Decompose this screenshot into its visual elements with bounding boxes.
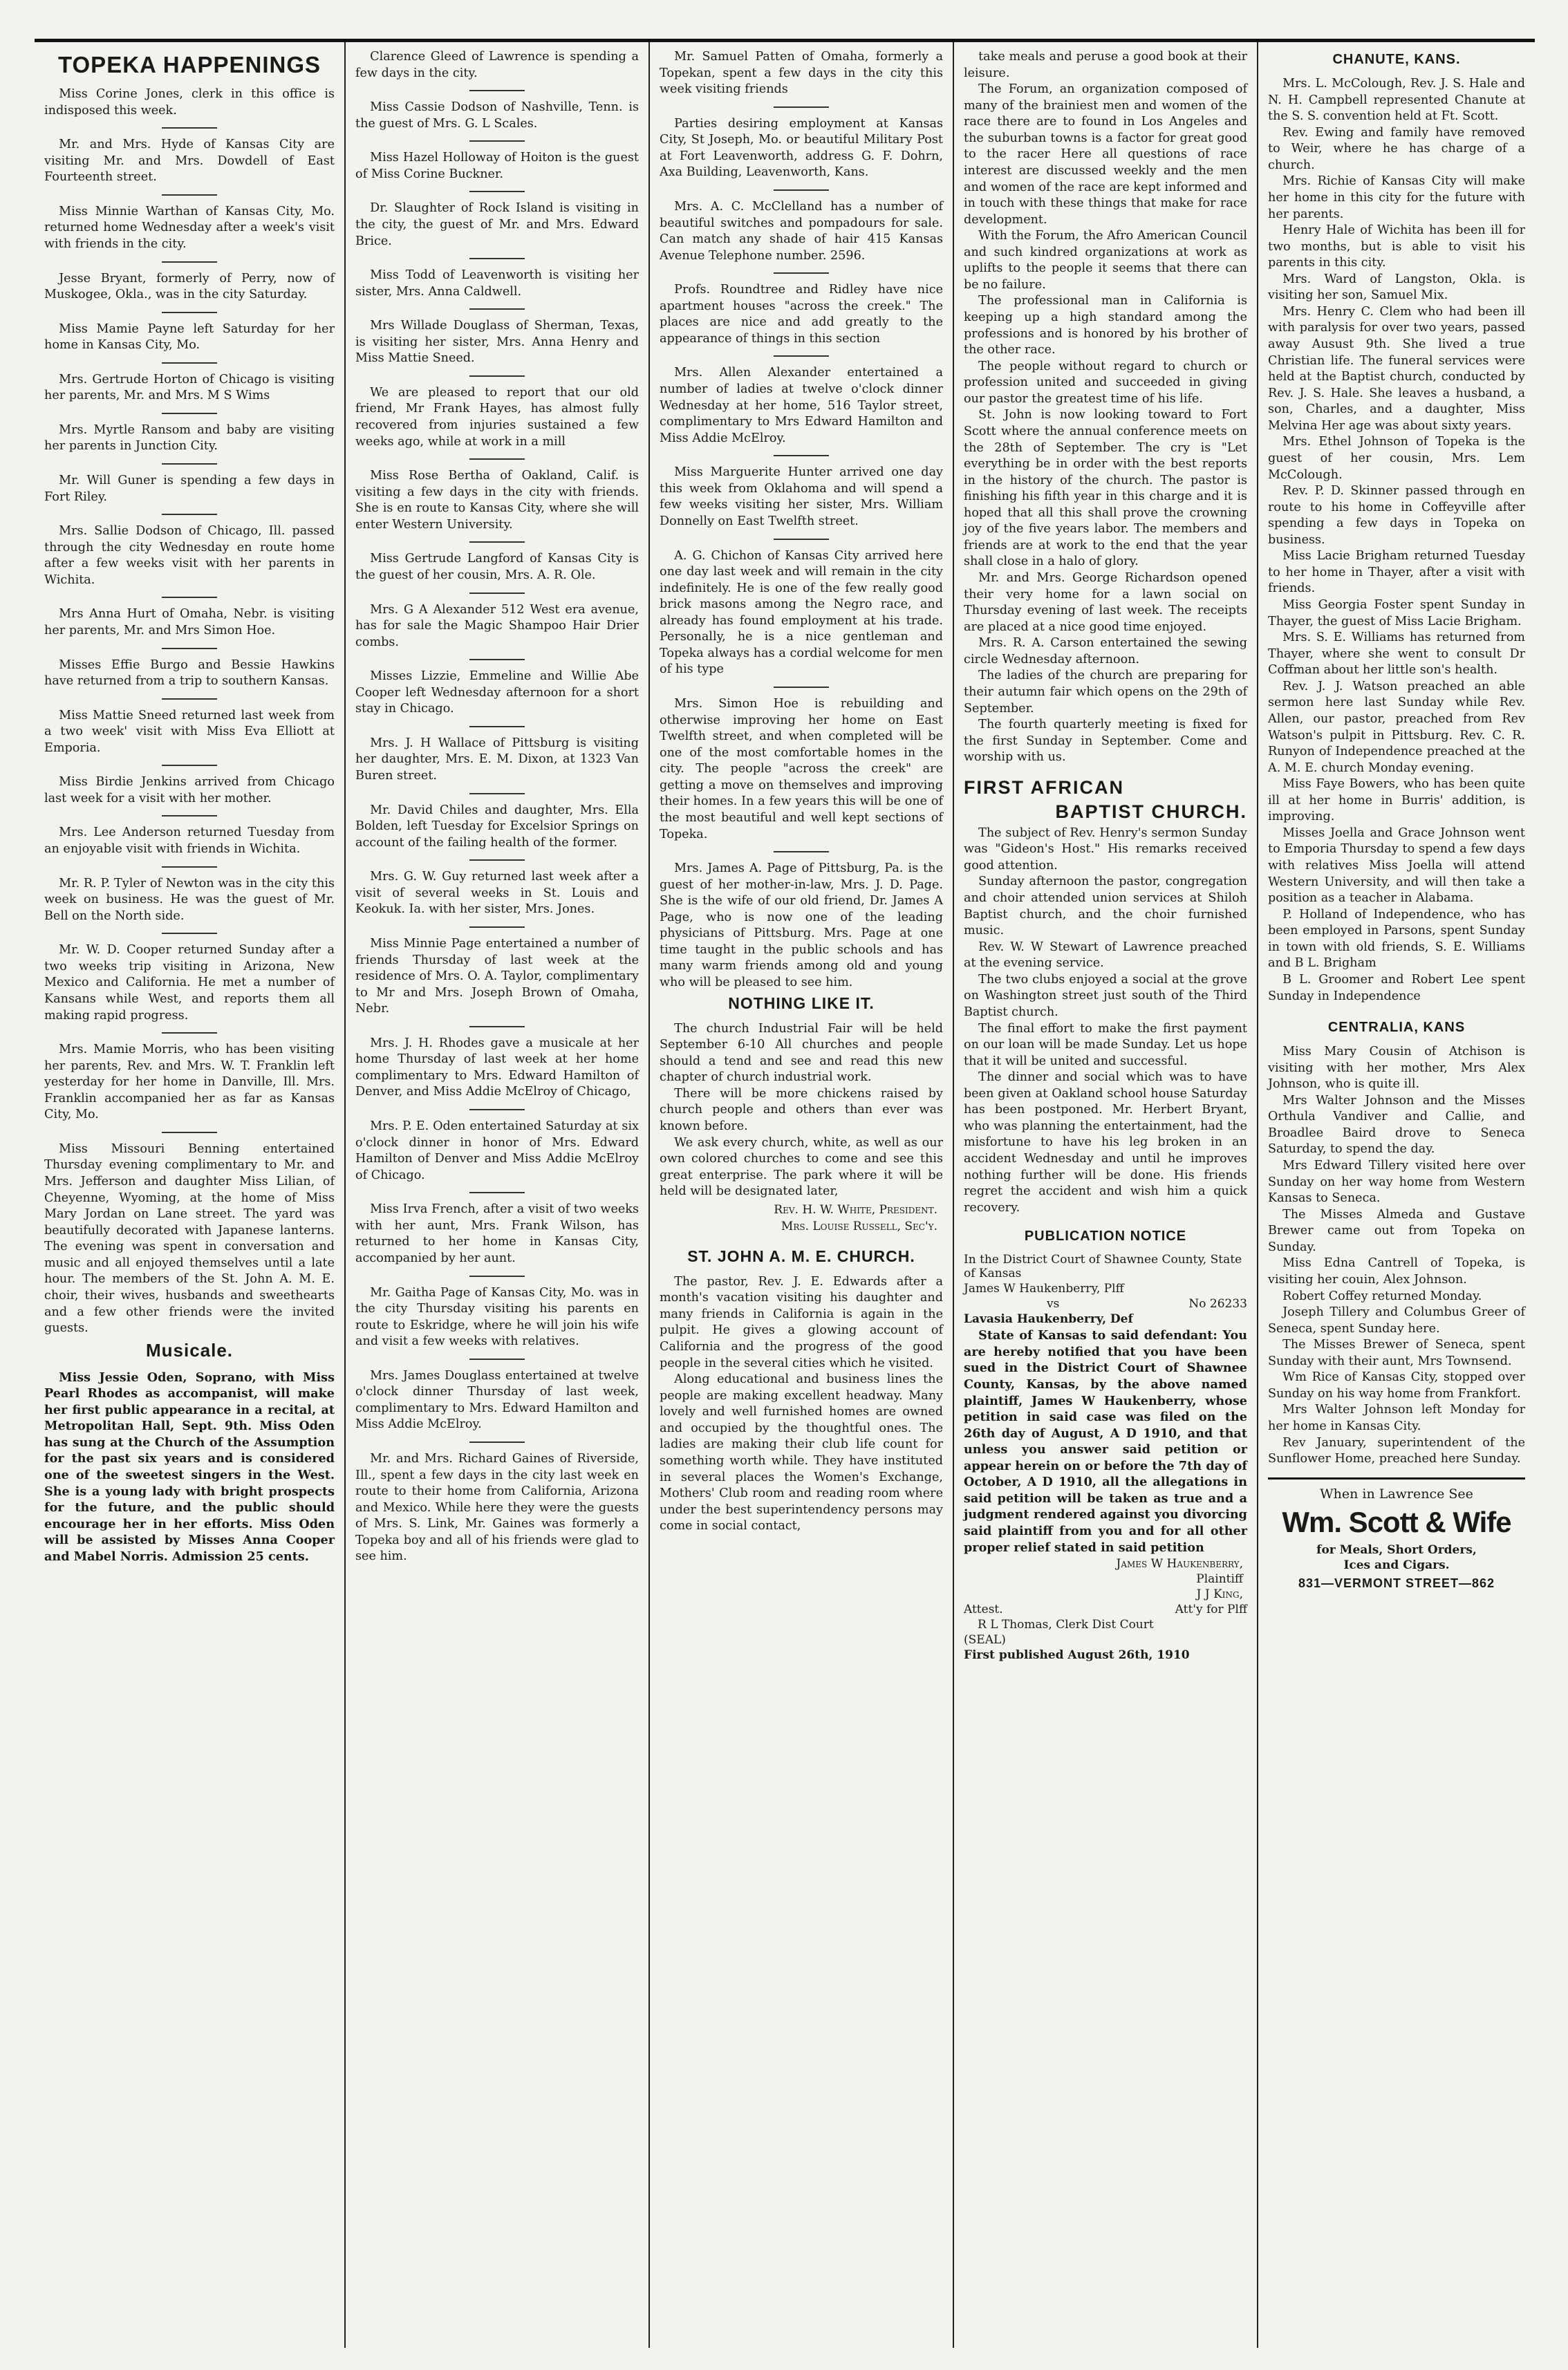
item-separator bbox=[469, 191, 525, 192]
notice-body: State of Kansas to said defendant: You are hereby notified that you have been sued in the District Court of Shawnee County, Kansas, by the above named plaintiff, James W Haukenberry, whose petition in said case was filed on the 26th day of August, A D 1910, and that unless you answer said petition or appear herein on or before the 7th day of October, A D 1910, all the allegations in said petition will be taken as true and a judgment rendered against you divorcing said plaintiff from you and for all other proper relief stated in said petition bbox=[964, 1328, 1247, 1555]
item-separator bbox=[162, 815, 217, 817]
news-item: Miss Minnie Page entertained a number of friends Thursday of last week at the residence of Mrs. O. A. Taylor, complimentary to Mr and Mrs. Joseph Brown of Omaha, Nebr. bbox=[355, 936, 639, 1016]
ad-business-name: Wm. Scott & Wife bbox=[1282, 1505, 1511, 1538]
baptist-items bbox=[964, 825, 1247, 1217]
section-header-centralia: CENTRALIA, KANS bbox=[1327, 1020, 1466, 1036]
news-item: The subject of Rev. Henry's sermon Sunday was "Gideon's Host." His remarks received good attention. bbox=[964, 825, 1247, 873]
news-item: Mrs. A. C. McClelland has a number of beautiful switches and pompadours for sale. Can match any shade of hair 415 Kansas Avenue Telephone number. 2596. bbox=[660, 199, 943, 263]
item-separator bbox=[162, 597, 217, 598]
news-item: Miss Mamie Payne left Saturday for her home in Kansas City, Mo. bbox=[44, 321, 335, 353]
item-separator bbox=[774, 687, 829, 688]
item-separator bbox=[469, 1359, 525, 1360]
item-separator bbox=[162, 362, 217, 364]
section-header-chanute: CHANUTE, KANS. bbox=[1332, 52, 1461, 67]
social-items bbox=[355, 49, 639, 1565]
news-item: Rev. W. W Stewart of Lawrence preached at the evening service. bbox=[964, 940, 1247, 971]
item-separator bbox=[162, 312, 217, 313]
item-separator bbox=[774, 106, 829, 108]
item-separator bbox=[469, 458, 525, 460]
topeka-items bbox=[44, 86, 335, 1337]
news-item: Mrs. Myrtle Ransom and baby are visiting her parents in Junction City. bbox=[44, 422, 335, 454]
notice-attest: Attest. bbox=[964, 1603, 1003, 1617]
news-item: Mrs. Ward of Langston, Okla. is visiting her son, Samuel Mix. bbox=[1268, 272, 1525, 303]
news-item: Rev. P. D. Skinner passed through en route to his home in Coffeyville after spending a few days in Topeka on business. bbox=[1268, 484, 1525, 547]
item-separator bbox=[469, 541, 525, 543]
news-item: Mrs. Simon Hoe is rebuilding and otherwise improving her home on East Twelfth street, and when completed will be one of the most comfortable homes in the city. The people "across the creek" are getting a move on themselves and improving their homes. In a few years this will be one of the most beautiful and well kept sections of Topeka. bbox=[660, 697, 943, 841]
item-separator bbox=[774, 355, 829, 357]
news-item: Misses Lizzie, Emmeline and Willie Abe Cooper left Wednesday afternoon for a short stay in Chicago. bbox=[355, 669, 639, 716]
news-item: Miss Irva French, after a visit of two weeks with her aunt, Mrs. Frank Wilson, has returned to her home in Kansas City, accompanied by her aunt. bbox=[355, 1202, 639, 1265]
notice-vs: vs bbox=[1047, 1297, 1060, 1312]
news-item: Miss Gertrude Langford of Kansas City is the guest of her cousin, Mrs. A. R. Ole. bbox=[355, 552, 639, 582]
news-item: Mrs. G A Alexander 512 West era avenue, has for sale the Magic Shampoo Hair Drier combs. bbox=[355, 602, 639, 649]
news-item: The Misses Almeda and Gustave Brewer came out from Topeka on Sunday. bbox=[1268, 1207, 1525, 1254]
news-item: Wm Rice of Kansas City, stopped over Sunday on his way home from Frankfort. bbox=[1268, 1370, 1525, 1401]
section-header-st-john: ST. JOHN A. M. E. CHURCH. bbox=[687, 1247, 915, 1265]
item-separator bbox=[162, 261, 217, 263]
news-item: The professional man in California is keeping up a high standard among the professions and is honored by his brother of the other race. bbox=[964, 294, 1247, 357]
item-separator bbox=[162, 933, 217, 934]
item-separator bbox=[162, 194, 217, 196]
news-item: Mrs. Sallie Dodson of Chicago, Ill. passed through the city Wednesday en route home after a few weeks visit with her parents in Wichita. bbox=[44, 524, 335, 587]
item-separator bbox=[469, 1109, 525, 1110]
news-item: The ladies of the church are preparing for their autumn fair which opens on the 29th of September. bbox=[964, 669, 1247, 716]
news-item: Mrs. James A. Page of Pittsburg, Pa. is the guest of her mother-in-law, Mrs. J. D. Page. She is the wife of our old friend, Dr. James A Page, who is now one of the leading physicians of Pittsburg. Mrs. Page at one time taught in the public schools and has many warm friends among old and young who will be pleased to see him. bbox=[660, 861, 943, 989]
item-separator bbox=[469, 592, 525, 594]
item-separator bbox=[469, 375, 525, 377]
notice-seal: (SEAL) bbox=[964, 1633, 1006, 1648]
news-item: Mr. David Chiles and daughter, Mrs. Ella Bolden, left Tuesday for Excelsior Springs on account of the failing health of the former. bbox=[355, 803, 639, 850]
news-item: Mrs. L. McColough, Rev. J. S. Hale and N. H. Campbell represented Chanute at the S. S. convention held at Ft. Scott. bbox=[1268, 77, 1525, 124]
news-item: Miss Lacie Brigham returned Tuesday to her home in Thayer, after a visit with friends. bbox=[1268, 549, 1525, 596]
news-item: Mrs Walter Johnson left Monday for her home in Kansas City. bbox=[1268, 1403, 1525, 1433]
news-item: The fourth quarterly meeting is fixed for the first Sunday in September. Come and worship with us. bbox=[964, 718, 1247, 765]
item-separator bbox=[469, 726, 525, 727]
notice-attorney: J J King, bbox=[1196, 1587, 1243, 1602]
news-item: P. Holland of Independence, who has been employed in Parsons, spent Sunday in town with old friends, S. E. Williams and B L. Brigham bbox=[1268, 907, 1525, 971]
news-item: Mrs. Henry C. Clem who had been ill with paralysis for over two years, passed away Ausust 9th. She lived a true Christian life. The funeral services were held at the Baptist church, conducted by Rev. J. S. Hale. She leaves a husband, a son, Charles, and a daughter, Miss Melvina Her age was about sixty years. bbox=[1268, 304, 1525, 433]
notice-court-line: In the District Court of Shawnee County, State of Kansas bbox=[964, 1253, 1242, 1281]
news-item: Mrs Walter Johnson and the Misses Orthula Vandiver and Callie, and Broadlee Baird drove to Seneca Saturday, to spend the day. bbox=[1268, 1093, 1525, 1157]
news-item: Miss Cassie Dodson of Nashville, Tenn. is the guest of Mrs. G. L Scales. bbox=[355, 100, 639, 131]
notice-vs-row bbox=[964, 1297, 1247, 1311]
news-item: Mrs. James Douglass entertained at twelve o'clock dinner Thursday of last week, complimentary to Mrs. Edward Hamilton and Miss Addie McElroy. bbox=[355, 1368, 639, 1432]
news-item: Dr. Slaughter of Rock Island is visiting in the city, the guest of Mr. and Mrs. Edward Brice. bbox=[355, 201, 639, 248]
item-separator bbox=[162, 1032, 217, 1034]
news-item: Mr. and Mrs. Richard Gaines of Riverside, Ill., spent a few days in the city last week en route to their home from California, Arizona and Mexico. While here they were the guests of Mrs. S. Link, Mr. Gaines was formerly a Topeka boy and all of his friends were glad to see him. bbox=[355, 1452, 639, 1564]
news-item: Miss Mattie Sneed returned last week from a two week' visit with Miss Eva Elliott at Emporia. bbox=[44, 708, 335, 755]
section-header-nothing-like-it: NOTHING LIKE IT. bbox=[728, 993, 875, 1012]
news-item: We are pleased to report that our old friend, Mr Frank Hayes, has almost fully recovered from injuries sustained a few weeks ago, while at work in a mill bbox=[355, 385, 639, 449]
item-separator bbox=[469, 793, 525, 794]
news-item: Profs. Roundtree and Ridley have nice apartment houses "across the creek." The places are nice and add greatly to the appearance of things in this section bbox=[660, 283, 943, 346]
item-separator bbox=[774, 272, 829, 274]
item-separator bbox=[774, 539, 829, 540]
news-item: The Misses Brewer of Seneca, spent Sunday with their aunt, Mrs Townsend. bbox=[1268, 1338, 1525, 1368]
news-item: Mrs. Mamie Morris, who has been visiting her parents, Rev. and Mrs. W. T. Franklin left yesterday for her home in Danville, Ill. Mrs. Franklin accompanied her as far as Kansas City, Mo. bbox=[44, 1043, 335, 1122]
news-item: Jesse Bryant, formerly of Perry, now of Muskogee, Okla., was in the city Saturday. bbox=[44, 271, 335, 302]
notice-attest-row bbox=[964, 1603, 1247, 1616]
news-item: The final effort to make the first payment on our loan will be made Sunday. Let us hope that it will be united and successful. bbox=[964, 1021, 1247, 1068]
item-separator bbox=[469, 140, 525, 142]
news-item: Along educational and business lines the people are making excellent headway. Many lovely and well furnished homes are owned and occupied by the thoughtful ones. The ladies are making their club life count for something worth while. They have instituted in several places the Women's Exchange, Mothers' Club room and reading room where under the best superintendency persons may come in social contact, bbox=[660, 1372, 943, 1533]
news-item: Miss Marguerite Hunter arrived one day this week from Oklahoma and will spend a few weeks visiting her sister, Mrs. William Donnelly on East Twelfth street. bbox=[660, 465, 943, 528]
news-item: Mrs. J. H Wallace of Pittsburg is visiting her daughter, Mrs. E. M. Dixon, at 1323 Van Buren street. bbox=[355, 736, 639, 783]
ad-services-2: Ices and Cigars. bbox=[1343, 1558, 1450, 1572]
news-item: Mrs. Richie of Kansas City will make her home in this city for the future with her parents. bbox=[1268, 174, 1525, 221]
section-header-topeka-happenings: TOPEKA HAPPENINGS bbox=[57, 52, 321, 77]
news-item: The dinner and social which was to have been given at Oakland school house Saturday has been postponed. Mr. Herbert Bryant, who was planning the entertainment, had the misfortune to have his leg broken in an accident Wednesday and until he improves nothing further will be done. His friends regret the accident and wish him a quick recovery. bbox=[964, 1070, 1247, 1215]
news-item: Mr. Samuel Patten of Omaha, formerly a Topekan, spent a few days in the city this week visiting friends bbox=[660, 50, 943, 97]
news-item: The pastor, Rev. J. E. Edwards after a month's vacation visiting his daughter and many friends in California is again in the pulpit. He gives a glowing account of California and the progress of the good people in the several cities which he visited. bbox=[660, 1274, 943, 1370]
notice-defendant-line: Lavasia Haukenberry, Def bbox=[964, 1312, 1133, 1327]
nothing-like-it-items bbox=[660, 1021, 943, 1200]
news-item: Sunday afternoon the pastor, congregation and choir attended union services at Shiloh Baptist church, and the choir furnished music. bbox=[964, 875, 1247, 938]
news-item: Mrs. J. H. Rhodes gave a musicale at her home Thursday of last week at her home complimentary to Mrs. Edward Hamilton of Denver, and Miss Addie McElroy of Chicago, bbox=[355, 1036, 639, 1099]
column-1 bbox=[35, 42, 346, 2348]
news-item: Rev January, superintendent of the Sunflower Home, preached here Sunday. bbox=[1268, 1435, 1525, 1466]
item-separator bbox=[469, 90, 525, 91]
news-item: Miss Missouri Benning entertained Thursday evening complimentary to Mr. and Mrs. Jefferson and daughter Miss Lilian, of Cheyenne, Wyoming, at the home of Miss Mary Jordan on Lane street. The yard was beautifully decorated with Japanese lanterns. The evening was spent in conversation and music and all enjoyed themselves until a late hour. The members of the St. John A. M. E. choir, their wives, husbands and sweethearts and a few other friends were the invited guests. bbox=[44, 1141, 335, 1336]
news-item: Miss Mary Cousin of Atchison is visiting with her mother, Mrs Alex Johnson, who is quite ill. bbox=[1268, 1045, 1525, 1092]
notice-clerk: R L Thomas, Clerk Dist Court bbox=[978, 1618, 1154, 1632]
item-separator bbox=[162, 866, 217, 868]
news-item: The church Industrial Fair will be held September 6-10 All churches and people should a tend and see and read this new chapter of church industrial work. bbox=[660, 1021, 943, 1085]
news-item: The people without regard to church or profession united and succeeded in giving our pastor the greatest time of his life. bbox=[964, 359, 1247, 406]
item-separator bbox=[469, 1026, 525, 1027]
nothing-like-it-signature-president: Rev. H. W. White, President. bbox=[774, 1202, 937, 1217]
news-item: Rev. J. J. Watson preached an able sermon here last Sunday while Rev. Allen, our pastor, preached from Rev Watson's pulpit in Pittsburg. Rev. C. R. Runyon of Independence preached at the A. M. E. church Monday evening. bbox=[1268, 679, 1525, 775]
section-header-publication-notice: PUBLICATION NOTICE bbox=[1024, 1229, 1187, 1244]
news-item: A. G. Chichon of Kansas City arrived here one day last week and will remain in the city indefinitely. He is one of the few really good brick masons among the Negro race, and already has found employment at his trade. Personally, he is a nice gentleman and Topeka always has a cordial welcome for men of his type bbox=[660, 548, 943, 677]
item-separator bbox=[774, 851, 829, 852]
item-separator bbox=[469, 308, 525, 310]
section-header-baptist-church: BAPTIST CHURCH. bbox=[1055, 801, 1247, 822]
item-separator bbox=[469, 859, 525, 861]
notice-signature-name: James W Haukenberry, bbox=[1116, 1557, 1243, 1571]
item-separator bbox=[162, 514, 217, 515]
news-item: Mr. R. P. Tyler of Newton was in the city this week on business. He was the guest of Mr. Bell on the North side. bbox=[44, 876, 335, 923]
st-john-items bbox=[660, 1274, 943, 1535]
news-item: There will be more chickens raised by church people and others than ever was known before. bbox=[660, 1086, 943, 1133]
news-item: Mr. and Mrs. Hyde of Kansas City are visiting Mr. and Mrs. Dowdell of East Fourteenth street. bbox=[44, 138, 335, 185]
item-separator bbox=[162, 1132, 217, 1133]
notice-signature-role: Plaintiff bbox=[1196, 1572, 1243, 1587]
news-item: Joseph Tillery and Columbus Greer of Seneca, spent Sunday here. bbox=[1268, 1305, 1525, 1336]
news-item: We ask every church, white, as well as our own colored churches to come and see this great enterprise. The park where it will be held will be designated later, bbox=[660, 1135, 943, 1199]
news-item: Miss Todd of Leavenworth is visiting her sister, Mrs. Anna Caldwell. bbox=[355, 268, 639, 299]
notice-published-date: First published August 26th, 1910 bbox=[964, 1648, 1190, 1663]
advertisement-rule bbox=[1268, 1477, 1525, 1480]
ad-services: for Meals, Short Orders, bbox=[1316, 1542, 1477, 1557]
news-item: Misses Joella and Grace Johnson went to Emporia Thursday to spend a few days with relatives Miss Joella will attend Western University, and will then take a position as a teacher in Alabama. bbox=[1268, 825, 1525, 906]
news-item: Misses Effie Burgo and Bessie Hawkins have returned from a trip to southern Kansas. bbox=[44, 657, 335, 689]
notice-attorney-role: Att'y for Plff bbox=[1175, 1603, 1247, 1617]
news-item: The two clubs enjoyed a social at the grove on Washington street just south of the Third Baptist church. bbox=[964, 972, 1247, 1019]
news-item: take meals and peruse a good book at their leisure. bbox=[964, 50, 1247, 80]
item-separator bbox=[162, 648, 217, 649]
item-separator bbox=[774, 189, 829, 191]
news-item: With the Forum, the Afro American Council and such kindred organizations at work as uplifts to the people it seems that there can be no failure. bbox=[964, 229, 1247, 292]
news-item: Mrs. Lee Anderson returned Tuesday from an enjoyable visit with friends in Wichita. bbox=[44, 825, 335, 856]
news-item: Mr. W. D. Cooper returned Sunday after a two weeks trip visiting in Arizona, New Mexico and California. He met a number of Kansans while West, and reports them all making rapid progress. bbox=[44, 943, 335, 1023]
news-item: St. John is now looking toward to Fort Scott where the annual conference meets on the 28th of September. The cry is "Let everything be in order with the best reports in the history of the church. The pastor is finishing his fifth year in this charge and it is hoped that all this shall prove the crowning joy of the five years labor. The members and friends are at work to the end that the year shall close in a halo of glory. bbox=[964, 408, 1247, 569]
notice-case-number: No 26233 bbox=[1188, 1297, 1247, 1312]
newspaper-page bbox=[35, 39, 1535, 2348]
chanute-items bbox=[1268, 76, 1525, 1005]
item-separator bbox=[469, 659, 525, 660]
news-item: Mrs. Gertrude Horton of Chicago is visiting her parents, Mr. and Mrs. M S Wims bbox=[44, 372, 335, 403]
news-item: Mr. and Mrs. George Richardson opened their very home for a lawn social on Thursday evening of last week. The receipts are placed at a nice good time enjoyed. bbox=[964, 571, 1247, 634]
news-item: Miss Georgia Foster spent Sunday in Thayer, the guest of Miss Lacie Brigham. bbox=[1268, 598, 1525, 628]
news-item: Robert Coffey returned Monday. bbox=[1282, 1289, 1482, 1303]
news-item: Mrs Edward Tillery visited here over Sunday on her way home from Western Kansas to Seneca. bbox=[1268, 1159, 1525, 1206]
news-item: Miss Faye Bowers, who has been quite ill at her home in Burris' addition, is improving. bbox=[1268, 777, 1525, 824]
news-item: Mrs. G. W. Guy returned last week after a visit of several weeks in St. Louis and Keokuk. Ia. with her sister, Mrs. Jones. bbox=[355, 870, 639, 917]
centralia-items bbox=[1268, 1044, 1525, 1468]
news-item: Miss Corine Jones, clerk in this office is indisposed this week. bbox=[44, 87, 335, 118]
news-item: Miss Minnie Warthan of Kansas City, Mo. returned home Wednesday after a week's visit with friends in the city. bbox=[44, 204, 335, 251]
column-3 bbox=[650, 42, 954, 2348]
section-header-musicale: Musicale. bbox=[145, 1339, 234, 1361]
column-5 bbox=[1258, 42, 1535, 2348]
news-item: Miss Edna Cantrell of Topeka, is visiting her couin, Alex Johnson. bbox=[1268, 1256, 1525, 1287]
item-separator bbox=[162, 127, 217, 129]
news-item: Mrs. Allen Alexander entertained a number of ladies at twelve o'clock dinner Wednesday at her home, 516 Taylor street, complimentary to Mrs Edward Hamilton and Miss Addie McElroy. bbox=[660, 366, 943, 445]
item-separator bbox=[469, 258, 525, 259]
news-item: Miss Birdie Jenkins arrived from Chicago last week for a visit with her mother. bbox=[44, 775, 335, 805]
item-separator bbox=[162, 698, 217, 700]
item-separator bbox=[469, 1441, 525, 1443]
item-separator bbox=[774, 455, 829, 456]
news-item: Henry Hale of Wichita has been ill for two months, but is able to visit his parents in this city. bbox=[1268, 223, 1525, 270]
news-item: Clarence Gleed of Lawrence is spending a few days in the city. bbox=[355, 50, 639, 80]
news-item: Mr. Will Guner is spending a few days in Fort Riley. bbox=[44, 474, 335, 504]
st-john-continued-items bbox=[964, 49, 1247, 766]
item-separator bbox=[469, 1192, 525, 1193]
column-4 bbox=[954, 42, 1258, 2348]
item-separator bbox=[469, 1276, 525, 1277]
news-item: Parties desiring employment at Kansas City, St Joseph, Mo. or beautiful Military Post at Fort Leavenworth, address G. F. Dohrn, Axa Building, Leavenworth, Kans. bbox=[660, 116, 943, 180]
social-items-continued bbox=[660, 49, 943, 991]
column-2 bbox=[346, 42, 650, 2348]
notice-plaintiff-line: James W Haukenberry, Plff bbox=[964, 1282, 1124, 1296]
news-item: Rev. Ewing and family have removed to Weir, where he has charge of a church. bbox=[1268, 125, 1525, 172]
news-item: Miss Rose Bertha of Oakland, Calif. is visiting a few days in the city with friends. She is en route to Kansas City, where she will enter Western University. bbox=[355, 469, 639, 532]
item-separator bbox=[162, 463, 217, 465]
musicale-text: Miss Jessie Oden, Soprano, with Miss Pearl Rhodes as accompanist, will make her first public appearance in a recital, at Metropolitan Hall, Sept. 9th. Miss Oden has sung at the Church of the Assumption for the past six years and is considered one of the sweetest singers in the West. She is a young lady with bright prospects for the future, and the public should encourage her in her efforts. Miss Oden will be assisted by Misses Anna Cooper and Mabel Norris. Admission 25 cents. bbox=[44, 1370, 335, 1564]
item-separator bbox=[162, 413, 217, 414]
ad-intro: When in Lawrence See bbox=[1320, 1486, 1473, 1502]
nothing-like-it-signature-secretary: Mrs. Louise Russell, Sec'y. bbox=[781, 1219, 937, 1233]
news-item: B L. Groomer and Robert Lee spent Sunday in Independence bbox=[1268, 972, 1525, 1003]
news-item: Mrs. R. A. Carson entertained the sewing circle Wednesday afternoon. bbox=[964, 636, 1247, 666]
news-item: Mrs. S. E. Williams has returned from Thayer, where she went to consult Dr Coffman about her little son's health. bbox=[1268, 631, 1525, 678]
section-header-first-african: FIRST AFRICAN bbox=[964, 776, 1124, 798]
news-item: Mrs. P. E. Oden entertained Saturday at six o'clock dinner in honor of Mrs. Edward Hamilton of Denver and Miss Addie McElroy of Chicago. bbox=[355, 1119, 639, 1182]
news-item: Mr. Gaitha Page of Kansas City, Mo. was in the city Thursday visiting his parents en route to Eskridge, where he will join his wife and visit a few weeks with relatives. bbox=[355, 1285, 639, 1349]
item-separator bbox=[162, 765, 217, 766]
item-separator bbox=[469, 926, 525, 928]
news-item: Miss Hazel Holloway of Hoiton is the guest of Miss Corine Buckner. bbox=[355, 151, 639, 181]
news-item: Mrs Willade Douglass of Sherman, Texas, is visiting her sister, Mrs. Anna Henry and Miss Mattie Sneed. bbox=[355, 319, 639, 366]
news-item: Mrs. Ethel Johnson of Topeka is the guest of her cousin, Mrs. Lem McColough. bbox=[1268, 435, 1525, 482]
news-item: Mrs Anna Hurt of Omaha, Nebr. is visiting her parents, Mr. and Mrs Simon Hoe. bbox=[44, 607, 335, 637]
ad-address: 831—VERMONT STREET—862 bbox=[1298, 1576, 1495, 1590]
news-item: The Forum, an organization composed of many of the brainiest men and women of the race there are to found in Los Angeles and the suburban towns is a factor for great good to the racer Here all questions of race interest are discussed weekly and the men and women of the race are kept informed and in touch with these things that make for race development. bbox=[964, 82, 1247, 227]
